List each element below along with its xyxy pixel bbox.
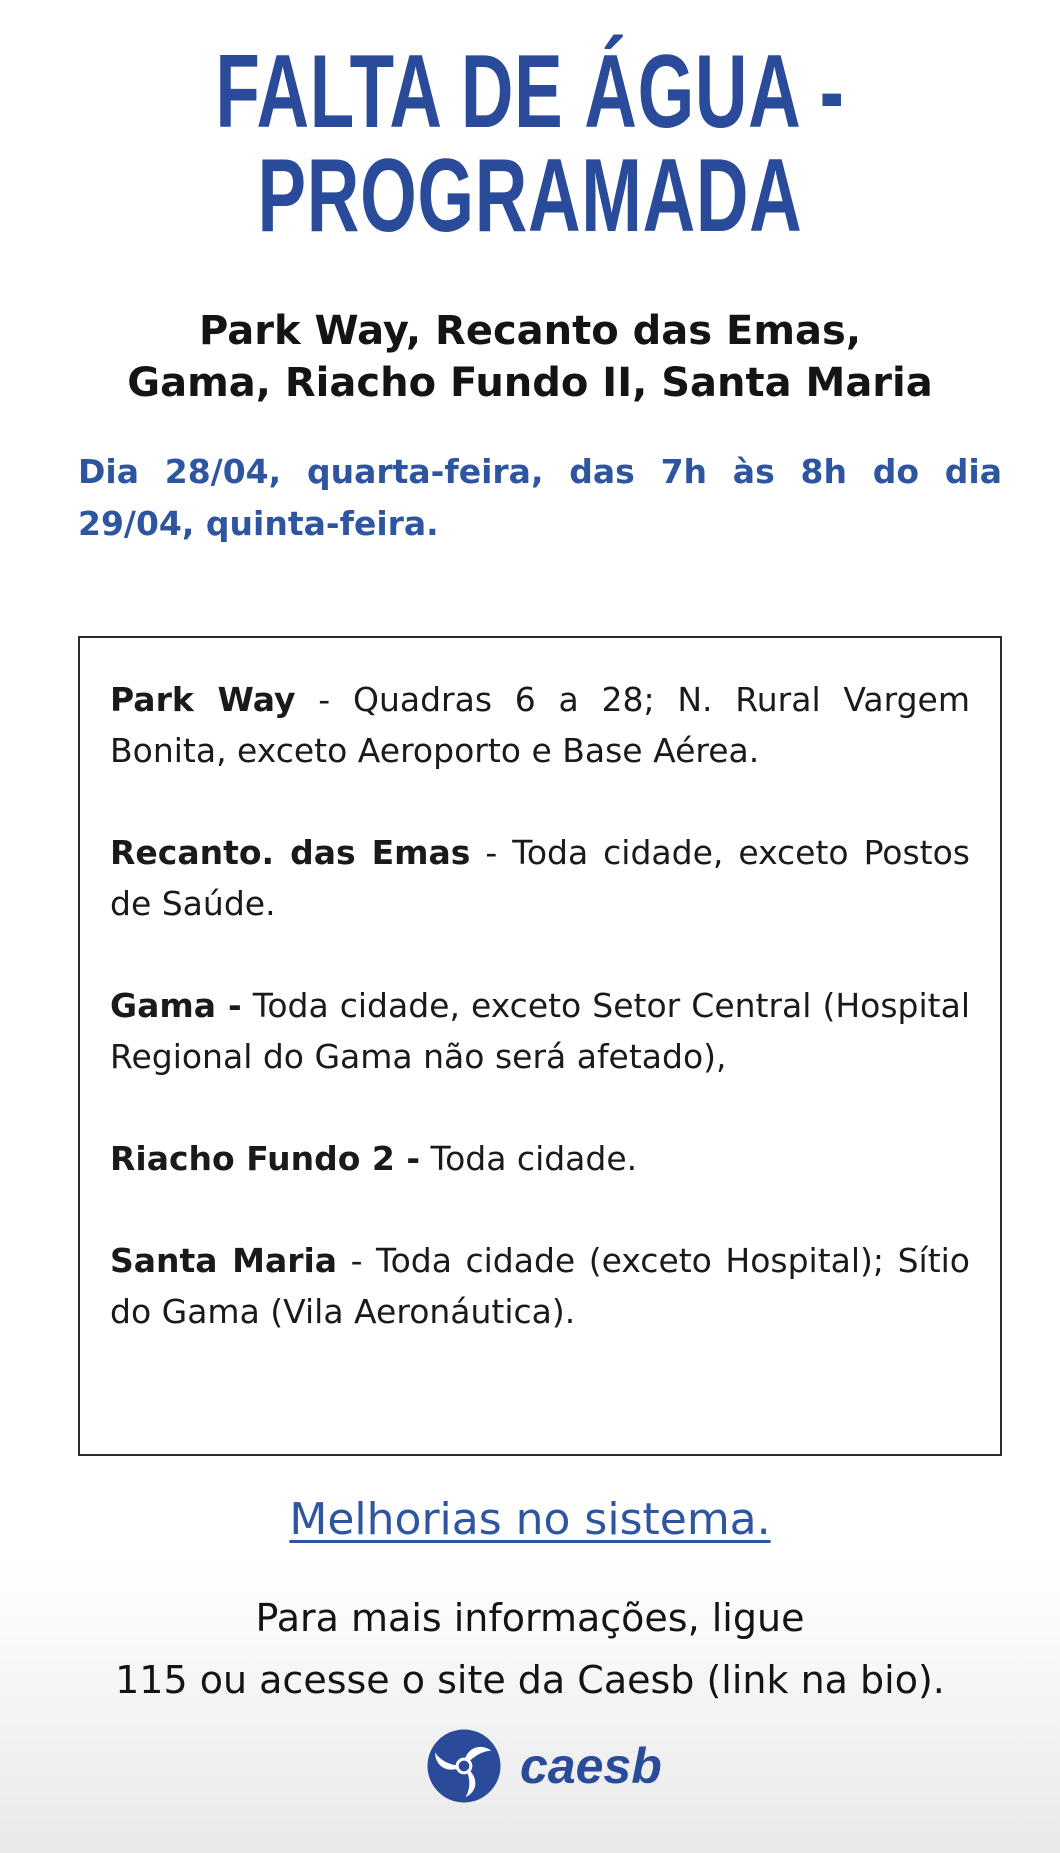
info-line-2: 115 ou acesse o site da Caesb (link na bio).: [115, 1658, 945, 1702]
entry-riacho-fundo-2: [110, 1133, 970, 1184]
entry-detail: - Toda cidade, exceto Postos de Saúde.: [110, 833, 970, 923]
caesb-logo-text: caesb: [520, 1738, 662, 1794]
info-text: [0, 1587, 1060, 1711]
caesb-logo-icon: [426, 1728, 502, 1804]
improvements-link[interactable]: [0, 1492, 1060, 1548]
page-title: [159, 34, 901, 254]
entry-place: Riacho Fundo 2 -: [110, 1139, 421, 1178]
entry-santa-maria: [110, 1235, 970, 1337]
entry-place: Park Way: [110, 680, 296, 719]
caesb-logo: [426, 1726, 662, 1806]
info-line-1: Para mais informações, ligue: [255, 1596, 805, 1640]
entry-detail: - Quadras 6 a 28; N. Rural Vargem Bonita, exceto Aeroporto e Base Aérea.: [110, 680, 970, 770]
schedule-text: Dia 28/04, quarta-feira, das 7h às 8h do dia 29/04, quinta-feira.: [78, 452, 1002, 543]
entry-detail: Toda cidade, exceto Setor Central (Hospital Regional do Gama não será afetado),: [110, 986, 970, 1076]
affected-areas-heading: [0, 305, 1060, 409]
entry-detail: - Toda cidade (exceto Hospital); Sítio do Gama (Vila Aeronáutica).: [110, 1241, 970, 1331]
areas-line-1: Park Way, Recanto das Emas,: [198, 308, 862, 354]
title-line-2: PROGRAMADA: [257, 138, 803, 254]
entry-place: Gama -: [110, 986, 242, 1025]
entry-place: Recanto. das Emas: [110, 833, 471, 872]
entry-gama: [110, 980, 970, 1082]
entry-park-way: [110, 674, 970, 776]
entry-detail: Toda cidade.: [420, 1139, 638, 1178]
title-line-1: FALTA DE ÁGUA -: [215, 34, 845, 150]
details-box: [78, 636, 1002, 1456]
improvements-text[interactable]: Melhorias no sistema.: [289, 1494, 771, 1545]
areas-line-2: Gama, Riacho Fundo II, Santa Maria: [127, 360, 933, 406]
entry-recanto-das-emas: [110, 827, 970, 929]
entry-place: Santa Maria: [110, 1241, 338, 1280]
